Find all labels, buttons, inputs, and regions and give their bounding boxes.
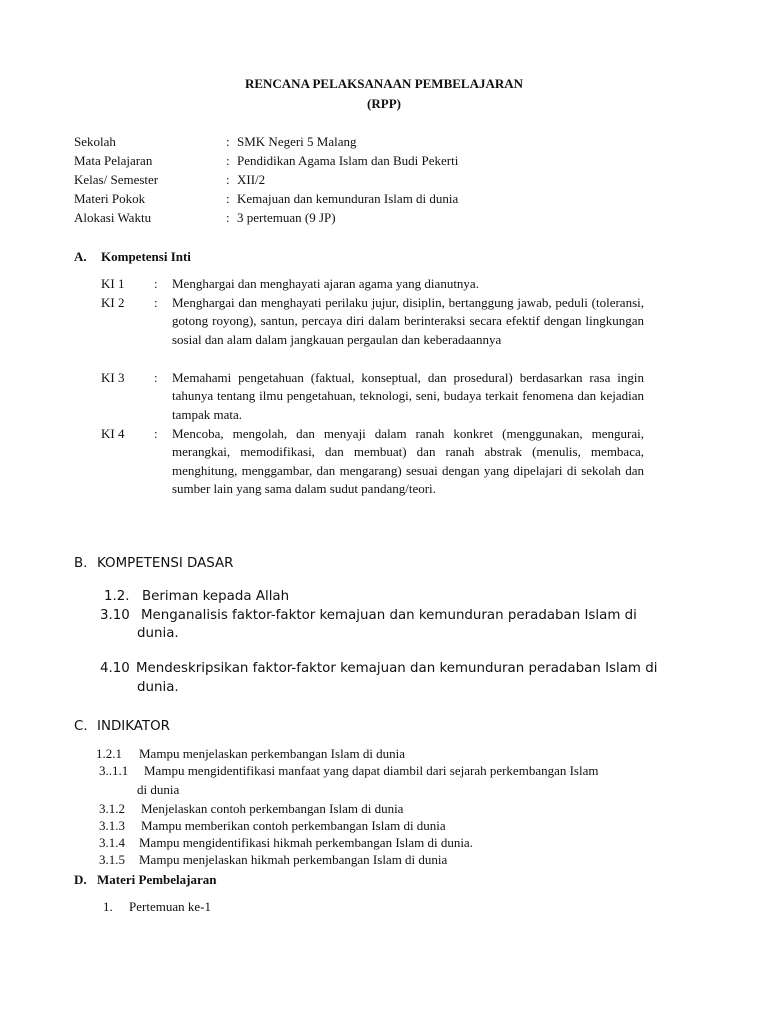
- identity-sep: :: [226, 153, 230, 168]
- indicator-number: 3.1.2: [99, 801, 125, 816]
- ki-code: KI 1: [101, 276, 125, 291]
- document-title: RENCANA PELAKSANAAN PEMBELAJARAN: [244, 76, 524, 91]
- section-title: Materi Pembelajaran: [97, 872, 217, 887]
- ki-sep: :: [154, 426, 158, 441]
- indicator-number: 3.1.4: [99, 835, 125, 850]
- section-letter: B.: [74, 556, 88, 571]
- identity-sep: :: [226, 134, 230, 149]
- ki-sep: :: [154, 370, 158, 385]
- kd-number: 3.10: [100, 608, 130, 623]
- section-title: KOMPETENSI DASAR: [97, 556, 234, 571]
- ki-code: KI 3: [101, 370, 125, 385]
- ki-sep: :: [154, 276, 158, 291]
- ki-sep: :: [154, 295, 158, 310]
- ki-text: Menghargai dan menghayati perilaku jujur, disiplin, bertanggung jawab, peduli (toleransi, gotong royong), santun, percaya diri dalam berinteraksi secara efektif dengan lingkungan sosial dan alam dalam jangkauan pergaulan dan keberadaannya: [172, 295, 644, 347]
- kd-number: 4.10: [100, 661, 130, 676]
- ki-code: KI 2: [101, 295, 125, 310]
- identity-label: Mata Pelajaran: [74, 153, 153, 168]
- kd-text: Menganalisis faktor-faktor kemajuan dan kemunduran peradaban Islam di: [141, 608, 637, 623]
- ki-text: Memahami pengetahuan (faktual, konseptual, dan prosedural) berdasarkan rasa ingin tahunya tentang ilmu pengetahuan, teknologi, seni, budaya terkait fenomena dan kejadian tampak mata.: [172, 370, 644, 422]
- indicator-text: Menjelaskan contoh perkembangan Islam di dunia: [141, 801, 404, 816]
- identity-label: Alokasi Waktu: [74, 210, 152, 225]
- indicator-number: 1.2.1: [96, 746, 122, 761]
- indicator-text: Mampu mengidentifikasi hikmah perkembangan Islam di dunia.: [139, 835, 473, 850]
- section-letter: A.: [74, 249, 87, 264]
- indicator-number: 3..1.1: [99, 763, 129, 778]
- identity-sep: :: [226, 210, 230, 225]
- ki-text: Mencoba, mengolah, dan menyaji dalam ranah konkret (menggunakan, mengurai, merangkai, memodifikasi, dan membuat) dan ranah abstrak (menulis, membaca, menghitung, menggambar, dan mengarang) sesuai dengan yang dipelajari di sekolah dan sumber lain yang sama dalam sudut pandang/teori.: [172, 426, 644, 497]
- indicator-text: Mampu menjelaskan hikmah perkembangan Islam di dunia: [139, 852, 448, 867]
- identity-value: XII/2: [237, 172, 266, 187]
- kd-text-continued: dunia.: [137, 626, 179, 641]
- indicator-text: Mampu menjelaskan perkembangan Islam di dunia: [139, 746, 406, 761]
- ki-code: KI 4: [101, 426, 125, 441]
- document-subtitle: (RPP): [367, 96, 401, 111]
- identity-value: Pendidikan Agama Islam dan Budi Pekerti: [237, 153, 459, 168]
- section-title: Kompetensi Inti: [101, 249, 191, 264]
- identity-sep: :: [226, 172, 230, 187]
- ki-text: Menghargai dan menghayati ajaran agama yang dianutnya.: [172, 276, 479, 291]
- identity-value: 3 pertemuan (9 JP): [237, 210, 336, 225]
- materi-text: Pertemuan ke-1: [129, 899, 211, 914]
- indicator-number: 3.1.3: [99, 818, 125, 833]
- section-letter: D.: [74, 872, 87, 887]
- materi-number: 1.: [103, 899, 113, 914]
- identity-sep: :: [226, 191, 230, 206]
- indicator-number: 3.1.5: [99, 852, 125, 867]
- identity-label: Sekolah: [74, 134, 116, 149]
- identity-label: Materi Pokok: [74, 191, 146, 206]
- kd-number: 1.2.: [104, 589, 130, 604]
- kd-text: Beriman kepada Allah: [142, 589, 290, 604]
- identity-label: Kelas/ Semester: [74, 172, 159, 187]
- identity-value: Kemajuan dan kemunduran Islam di dunia: [237, 191, 459, 206]
- kd-text-continued: dunia.: [137, 680, 179, 695]
- section-letter: C.: [74, 719, 88, 734]
- section-title: INDIKATOR: [97, 719, 170, 734]
- identity-value: SMK Negeri 5 Malang: [237, 134, 357, 149]
- kd-text: Mendeskripsikan faktor-faktor kemajuan dan kemunduran peradaban Islam di: [136, 661, 658, 676]
- indicator-text: Mampu memberikan contoh perkembangan Islam di dunia: [141, 818, 446, 833]
- indicator-text: Mampu mengidentifikasi manfaat yang dapat diambil dari sejarah perkembangan Islam: [144, 763, 599, 778]
- indicator-text-continued: di dunia: [137, 782, 180, 797]
